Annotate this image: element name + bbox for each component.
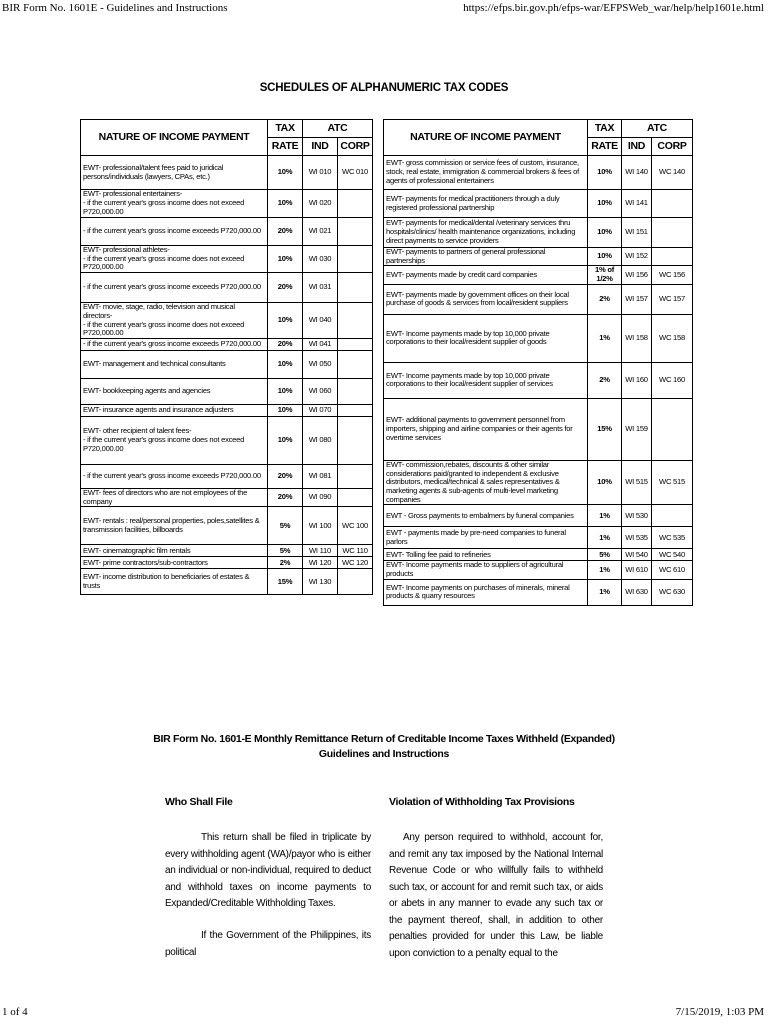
atc-corp-cell: WC 156 <box>652 266 693 284</box>
nature-cell: EWT- professional/talent fees paid to juridical persons/individuals (lawyers, CPAs, etc.) <box>81 156 268 190</box>
nature-cell: EWT- Income payments on purchases of minerals, mineral products & quarry resources <box>384 579 588 605</box>
table-row <box>81 218 373 246</box>
nature-cell: EWT- payments to partners of general professional partnerships <box>384 248 588 266</box>
tax-rate-cell: 1% of 1/2% <box>588 266 622 284</box>
tax-rate-cell: 1% <box>588 579 622 605</box>
nature-cell: EWT- bookkeeping agents and agencies <box>81 379 268 405</box>
nature-cell: EWT- Income payments made by top 10,000 private corporations to their local/resident supplier of services <box>384 362 588 398</box>
table-row <box>384 460 693 505</box>
table-row <box>384 398 693 460</box>
nature-line2: - if the current year's gross income does not exceed P720,000.00 <box>83 198 245 216</box>
atc-corp-cell: WC 160 <box>652 362 693 398</box>
table-row <box>384 190 693 218</box>
atc-corp-cell: WC 100 <box>338 507 373 545</box>
nature-cell: EWT- gross commission or service fees of custom, insurance, stock, real estate, immigration & commercial brokers & fees of agents of professional entertainers <box>384 156 588 190</box>
tax-rate-cell: 10% <box>268 190 303 218</box>
nature-cell: EWT - Gross payments to embalmers by funeral companies <box>384 505 588 527</box>
tax-rate-cell: 10% <box>268 303 303 339</box>
header-ind: IND <box>303 138 338 156</box>
header-atc: ATC <box>622 120 693 138</box>
page-title: BIR Form No. 1601E - Guidelines and Instructions <box>2 2 228 14</box>
header-nature: NATURE OF INCOME PAYMENT <box>384 120 588 156</box>
atc-corp-cell <box>338 303 373 339</box>
atc-corp-cell <box>652 398 693 460</box>
who-shall-file-heading: Who Shall File <box>165 796 233 808</box>
table-row <box>384 284 693 314</box>
tax-rate-cell: 5% <box>268 507 303 545</box>
nature-cell: EWT- Income payments made to suppliers of agricultural products <box>384 561 588 579</box>
tax-rate-cell: 10% <box>588 190 622 218</box>
page-counter: 1 of 4 <box>2 1006 28 1018</box>
table-row <box>81 489 373 507</box>
table-row <box>81 156 373 190</box>
nature-cell: EWT- insurance agents and insurance adjusters <box>81 405 268 417</box>
atc-corp-cell: WC 157 <box>652 284 693 314</box>
atc-ind-cell: WI 041 <box>303 339 338 351</box>
tax-rate-cell: 20% <box>268 339 303 351</box>
atc-corp-cell <box>338 489 373 507</box>
atc-ind-cell: WI 110 <box>303 545 338 557</box>
atc-corp-cell <box>652 248 693 266</box>
nature-cell <box>81 303 268 339</box>
atc-corp-cell: WC 140 <box>652 156 693 190</box>
table-row <box>384 505 693 527</box>
nature-cell <box>81 246 268 273</box>
tax-rate-cell: 1% <box>588 527 622 549</box>
tax-rate-cell: 1% <box>588 314 622 362</box>
table-row <box>81 190 373 218</box>
atc-table-left <box>80 119 373 595</box>
tax-rate-cell: 2% <box>268 557 303 569</box>
nature-line2: - if the current year's gross income does not exceed P720,000.00 <box>83 253 245 272</box>
form-title-line2: Guidelines and Instructions <box>318 748 450 760</box>
nature-cell: EWT- payments made by credit card companies <box>384 266 588 284</box>
header-ind: IND <box>622 138 652 156</box>
table-row <box>384 362 693 398</box>
atc-ind-cell: WI 100 <box>303 507 338 545</box>
atc-corp-cell: WC 158 <box>652 314 693 362</box>
atc-ind-cell: WI 081 <box>303 465 338 489</box>
atc-corp-cell <box>652 190 693 218</box>
nature-cell: EWT- Income payments made by top 10,000 private corporations to their local/resident supplier of goods <box>384 314 588 362</box>
table-row <box>384 218 693 248</box>
atc-ind-cell: WI 610 <box>622 561 652 579</box>
atc-ind-cell: WI 156 <box>622 266 652 284</box>
atc-ind-cell: WI 020 <box>303 190 338 218</box>
nature-cell: EWT- payments for medical/dental /veterinary services thru hospitals/clinics/ health maintenance organizations, including direct payments to service providers <box>384 218 588 248</box>
tax-rate-cell: 20% <box>268 465 303 489</box>
tax-rate-cell: 1% <box>588 561 622 579</box>
header-atc: ATC <box>303 120 373 138</box>
nature-line1: EWT- other recipient of talent fees- <box>83 426 192 436</box>
nature-cell <box>81 190 268 218</box>
header-rate: RATE <box>268 138 303 156</box>
violation-heading: Violation of Withholding Tax Provisions <box>389 796 575 808</box>
nature-cell: EWT- payments made by government offices on their local purchase of goods & services from local/resident suppliers <box>384 284 588 314</box>
atc-ind-cell: WI 152 <box>622 248 652 266</box>
atc-corp-cell <box>652 505 693 527</box>
header-nature: NATURE OF INCOME PAYMENT <box>81 120 268 156</box>
atc-ind-cell: WI 151 <box>622 218 652 248</box>
header-rate: RATE <box>588 138 622 156</box>
atc-corp-cell <box>338 465 373 489</box>
atc-corp-cell: WC 610 <box>652 561 693 579</box>
atc-ind-cell: WI 070 <box>303 405 338 417</box>
atc-ind-cell: WI 159 <box>622 398 652 460</box>
table-row <box>81 417 373 465</box>
tax-rate-cell: 10% <box>588 218 622 248</box>
atc-corp-cell <box>338 218 373 246</box>
tax-rate-cell: 15% <box>588 398 622 460</box>
table-row <box>384 527 693 549</box>
atc-ind-cell: WI 630 <box>622 579 652 605</box>
atc-ind-cell: WI 530 <box>622 505 652 527</box>
atc-corp-cell: WC 540 <box>652 549 693 561</box>
table-row <box>81 569 373 595</box>
atc-ind-cell: WI 050 <box>303 351 338 379</box>
table-row <box>384 266 693 284</box>
form-title-line1: BIR Form No. 1601-E Monthly Remittance Return of Creditable Income Taxes Withheld (Expanded) <box>153 733 615 745</box>
atc-ind-cell: WI 540 <box>622 549 652 561</box>
schedule-title: SCHEDULES OF ALPHANUMERIC TAX CODES <box>259 82 509 94</box>
atc-ind-cell: WI 010 <box>303 156 338 190</box>
nature-cell: - if the current year's gross income exceeds P720,000.00 <box>81 465 268 489</box>
tax-rate-cell: 5% <box>268 545 303 557</box>
header-corp: CORP <box>652 138 693 156</box>
table-row <box>81 507 373 545</box>
table-row <box>81 545 373 557</box>
atc-corp-cell <box>338 405 373 417</box>
atc-ind-cell: WI 515 <box>622 460 652 505</box>
nature-cell: - if the current year's gross income exceeds P720,000.00 <box>81 273 268 303</box>
table-row <box>81 339 373 351</box>
nature-line1: EWT- professional athletes- <box>83 245 170 254</box>
atc-corp-cell: WC 010 <box>338 156 373 190</box>
nature-cell: EWT - payments made by pre-need companies to funeral parlors <box>384 527 588 549</box>
nature-cell: EWT- additional payments to government personnel from importers, shipping and airline companies or their agents for overtime services <box>384 398 588 460</box>
nature-cell: EWT- Tolling fee paid to refineries <box>384 549 588 561</box>
tax-rate-cell: 10% <box>268 417 303 465</box>
violation-para1: Any person required to withhold, account for, and remit any tax imposed by the National Internal Revenue Code or who willfully fails to withheld such tax, or account for and remit such tax, or aids or abets in any manner to evade any such tax or the payment thereof, shall, in addition to other penalties provided for under this Law, be liable upon conviction to a penalty equal to the <box>389 832 603 959</box>
tax-rate-cell: 20% <box>268 218 303 246</box>
table-row <box>81 303 373 339</box>
nature-cell: EWT- commission,rebates, discounts & other similar considerations paid/granted to independent & exclusive distributors, medical/technical & sales representatives & marketing agents & sub-agents of multi-level marketing companies <box>384 460 588 505</box>
atc-corp-cell: WC 630 <box>652 579 693 605</box>
atc-ind-cell: WI 120 <box>303 557 338 569</box>
tax-rate-cell: 10% <box>588 460 622 505</box>
table-row <box>81 379 373 405</box>
table-row <box>384 314 693 362</box>
atc-ind-cell: WI 080 <box>303 417 338 465</box>
atc-ind-cell: WI 060 <box>303 379 338 405</box>
atc-corp-cell <box>338 273 373 303</box>
table-row <box>81 557 373 569</box>
header-tax: TAX <box>268 120 303 138</box>
nature-cell: EWT- prime contractors/sub-contractors <box>81 557 268 569</box>
atc-corp-cell <box>338 339 373 351</box>
tax-rate-cell: 10% <box>268 246 303 273</box>
atc-corp-cell <box>338 351 373 379</box>
right-table-body <box>384 156 693 606</box>
atc-table-right <box>383 119 693 606</box>
tax-rate-cell: 10% <box>268 405 303 417</box>
tax-rate-cell: 15% <box>268 569 303 595</box>
table-row <box>384 549 693 561</box>
nature-cell: EWT- rentals : real/personal properties, poles,satellites & transmission facilities, billboards <box>81 507 268 545</box>
atc-ind-cell: WI 141 <box>622 190 652 218</box>
atc-ind-cell: WI 535 <box>622 527 652 549</box>
browser-header <box>0 0 768 16</box>
header-corp: CORP <box>338 138 373 156</box>
atc-ind-cell: WI 030 <box>303 246 338 273</box>
atc-ind-cell: WI 130 <box>303 569 338 595</box>
atc-ind-cell: WI 031 <box>303 273 338 303</box>
form-title <box>0 732 768 762</box>
atc-corp-cell <box>652 218 693 248</box>
nature-cell: EWT- cinematographic film rentals <box>81 545 268 557</box>
tax-rate-cell: 10% <box>268 351 303 379</box>
atc-corp-cell: WC 515 <box>652 460 693 505</box>
atc-ind-cell: WI 040 <box>303 303 338 339</box>
atc-corp-cell <box>338 417 373 465</box>
who-shall-file-para1: This return shall be filed in triplicate by every withholding agent (WA)/payor who is either an individual or non-individual, required to deduct and withhold taxes on income payments to Expanded/Creditable Withholding Taxes. <box>165 832 371 909</box>
atc-ind-cell: WI 160 <box>622 362 652 398</box>
atc-corp-cell: WC 535 <box>652 527 693 549</box>
tax-rate-cell: 5% <box>588 549 622 561</box>
nature-line2: - if the current year's gross income does not exceed P720,000.00 <box>83 435 245 453</box>
nature-cell: EWT- fees of directors who are not employees of the company <box>81 489 268 507</box>
nature-cell: - if the current year's gross income exceeds P720,000.00 <box>81 218 268 246</box>
table-row <box>81 405 373 417</box>
atc-corp-cell <box>338 569 373 595</box>
table-row <box>384 561 693 579</box>
print-timestamp: 7/15/2019, 1:03 PM <box>675 1006 764 1018</box>
tax-rate-cell: 10% <box>588 248 622 266</box>
atc-ind-cell: WI 021 <box>303 218 338 246</box>
atc-corp-cell <box>338 190 373 218</box>
who-shall-file-para2: If the Government of the Philippines, its political <box>165 930 371 958</box>
tax-rate-cell: 20% <box>268 273 303 303</box>
atc-corp-cell: WC 110 <box>338 545 373 557</box>
tax-rate-cell: 20% <box>268 489 303 507</box>
page-url[interactable]: https://efps.bir.gov.ph/efps-war/EFPSWeb_war/help/help1601e.html <box>463 2 764 14</box>
tax-rate-cell: 2% <box>588 284 622 314</box>
nature-cell: EWT- management and technical consultants <box>81 351 268 379</box>
nature-line1: EWT- professional entertainers- <box>83 189 183 199</box>
table-row <box>384 248 693 266</box>
table-row <box>384 156 693 190</box>
nature-cell: - if the current year's gross income exceeds P720,000.00 <box>81 339 268 351</box>
atc-ind-cell: WI 157 <box>622 284 652 314</box>
tax-rate-cell: 2% <box>588 362 622 398</box>
left-table-body <box>81 156 373 595</box>
table-row <box>81 273 373 303</box>
table-row <box>81 465 373 489</box>
nature-cell: EWT- payments for medical practitioners through a duly registered professional partnership <box>384 190 588 218</box>
tax-rate-cell: 10% <box>268 156 303 190</box>
tax-rate-cell: 10% <box>268 379 303 405</box>
atc-ind-cell: WI 140 <box>622 156 652 190</box>
table-row <box>81 246 373 273</box>
atc-ind-cell: WI 158 <box>622 314 652 362</box>
header-tax: TAX <box>588 120 622 138</box>
nature-cell <box>81 417 268 465</box>
table-row <box>384 579 693 605</box>
atc-ind-cell: WI 090 <box>303 489 338 507</box>
tax-rate-cell: 1% <box>588 505 622 527</box>
tax-rate-cell: 10% <box>588 156 622 190</box>
atc-corp-cell: WC 120 <box>338 557 373 569</box>
nature-cell: EWT- income distribution to beneficiaries of estates & trusts <box>81 569 268 595</box>
atc-corp-cell <box>338 246 373 273</box>
nature-line2: - if the current year's gross income does not exceed P720,000.00 <box>83 319 245 338</box>
browser-footer <box>0 1006 768 1022</box>
nature-line1: EWT- movie, stage, radio, television and musical directors- <box>83 302 235 320</box>
table-row <box>81 351 373 379</box>
atc-corp-cell <box>338 379 373 405</box>
